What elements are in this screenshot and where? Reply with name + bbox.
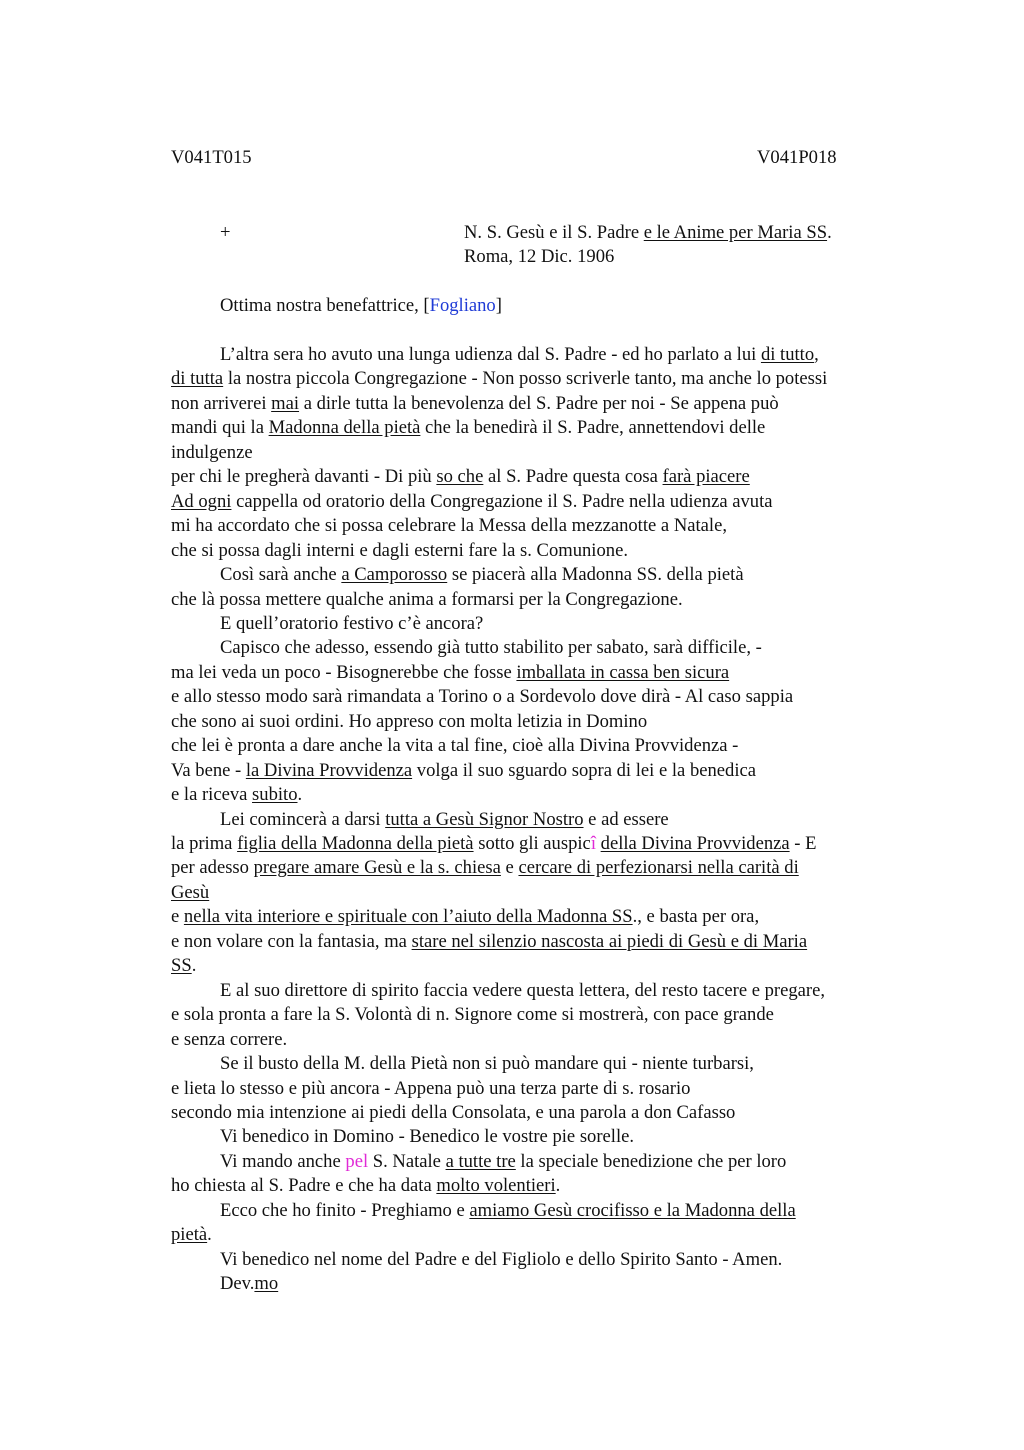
underlined-text: Gesù	[171, 881, 210, 903]
text-segment: che lei è pronta a dare anche la vita a tal fine, cioè alla Divina Provvidenza -	[171, 735, 739, 757]
body-line	[171, 1101, 735, 1125]
underlined-text: so che	[436, 466, 484, 488]
body-line	[171, 416, 765, 440]
body-line	[171, 1028, 287, 1052]
text-segment: Ecco che ho finito - Preghiamo e	[220, 1199, 470, 1221]
body-line	[171, 1077, 690, 1101]
text-segment: ,	[814, 344, 819, 365]
underlined-text: a Camporosso	[341, 564, 448, 586]
underlined-text: di tutta	[171, 368, 224, 390]
text-segment: Vi mando anche	[220, 1150, 346, 1172]
underlined-text: subito	[252, 784, 298, 806]
text-segment: indulgenze	[171, 441, 253, 463]
text-segment: sotto gli auspic	[473, 833, 591, 854]
underlined-text: molto volentieri	[436, 1175, 556, 1197]
text-segment: e	[171, 906, 184, 928]
body-line	[220, 979, 825, 1003]
text-segment: L’altra sera ho avuto una lunga udienza dal S. Padre - ed ho parlato a lui	[220, 344, 761, 365]
text-segment: se piacerà alla Madonna SS. della pietà	[447, 564, 744, 586]
body-line	[220, 636, 762, 660]
text-segment: Così sarà anche	[220, 564, 342, 586]
text-segment: Va bene -	[171, 759, 246, 781]
text-segment: secondo mia intenzione ai piedi della Consolata, e una parola a don Cafasso	[171, 1101, 736, 1123]
body-line	[171, 832, 816, 856]
body-line	[171, 930, 807, 954]
text-segment: î	[590, 833, 596, 854]
text-segment: e non volare con la fantasia, ma	[171, 930, 412, 952]
underlined-text: stare nel silenzio nascosta ai piedi di Gesù e di Maria	[411, 930, 808, 952]
text-segment: .	[297, 784, 303, 806]
text-segment: cappella od oratorio della Congregazione il S. Padre nella udienza avuta	[231, 490, 773, 512]
body-line	[171, 783, 302, 807]
text-segment: che là possa mettere qualche anima a formarsi per la Congregazione.	[171, 588, 683, 610]
underlined-text: amiamo Gesù crocifisso e la Madonna della	[469, 1199, 796, 1221]
text-segment: Vi benedico in Domino - Benedico le vostre pie sorelle.	[220, 1126, 635, 1148]
body-line	[171, 367, 827, 391]
text-segment: che sono ai suoi ordini. Ho appreso con molta letizia in Domino	[171, 710, 648, 732]
body-line	[171, 539, 628, 563]
body-line	[220, 612, 483, 636]
body-line	[171, 1223, 212, 1247]
body-line	[220, 808, 669, 832]
body-line	[220, 1272, 278, 1296]
text-segment: E al suo direttore di spirito faccia vedere questa lettera, del resto tacere e pregare,	[220, 979, 826, 1001]
body-line	[220, 1199, 796, 1223]
text-segment: per chi le pregherà davanti - Di più	[171, 466, 437, 488]
text-segment: volga il suo sguardo sopra di lei e la benedica	[412, 759, 757, 781]
text-segment: che la benedirà il S. Padre, annettendovi delle	[420, 417, 766, 439]
text-segment: e lieta lo stesso e più ancora - Appena può una terza parte di s. rosario	[171, 1077, 691, 1099]
underlined-text: mo	[254, 1273, 279, 1295]
text-segment: e senza correre.	[171, 1028, 288, 1050]
body-line	[171, 392, 779, 416]
text-segment: pel	[345, 1150, 369, 1172]
text-segment: Se il busto della M. della Pietà non si può mandare qui - niente turbarsi,	[220, 1053, 754, 1075]
heading-title-prefix: N. S. Gesù e il S. Padre	[464, 222, 644, 243]
text-segment: e sola pronta a fare la S. Volontà di n. Signore come si mostrerà, con pace grande	[171, 1004, 774, 1026]
text-segment: Dev.	[220, 1273, 255, 1295]
text-segment: non arriverei	[171, 392, 272, 414]
underlined-text: figlia della Madonna della pietà	[237, 833, 474, 854]
underlined-text: SS	[171, 955, 192, 977]
heading-title	[464, 222, 832, 244]
text-segment: ho chiesta al S. Padre e che ha data	[171, 1175, 437, 1197]
text-segment: e allo stesso modo sarà rimandata a Torino o a Sordevolo dove dirà - Al caso sappia	[171, 686, 794, 708]
text-segment: - E	[789, 833, 817, 854]
underlined-text: di tutto	[760, 344, 815, 365]
underlined-text: farà piacere	[662, 466, 750, 488]
underlined-text: nella vita interiore e spirituale con l’aiuto della Madonna SS	[183, 906, 633, 928]
text-segment: .	[555, 1175, 561, 1197]
underlined-text: Ad ogni	[171, 490, 232, 512]
underlined-text: a tutte tre	[445, 1150, 516, 1172]
salutation	[220, 295, 502, 317]
heading-title-underlined: e le Anime per Maria SS	[643, 222, 828, 243]
text-segment: Capisco che adesso, essendo già tutto stabilito per sabato, sarà difficile, -	[220, 637, 762, 659]
body-line	[171, 441, 253, 465]
recipient-name: Fogliano	[429, 295, 496, 316]
text-segment: la nostra piccola Congregazione - Non posso scriverle tanto, ma anche lo potessi	[223, 368, 828, 390]
body-line	[171, 734, 738, 758]
text-segment: mandi qui la	[171, 417, 269, 439]
underlined-text: tutta a Gesù Signor Nostro	[385, 808, 584, 830]
text-segment: al S. Padre questa cosa	[483, 466, 663, 488]
body-line	[171, 685, 793, 709]
left-document-code: V041T015	[171, 147, 252, 168]
body-line	[220, 1125, 634, 1149]
body-line	[171, 465, 750, 489]
underlined-text: la Divina Provvidenza	[245, 759, 413, 781]
text-segment: e	[500, 857, 519, 879]
text-segment: mi ha accordato che si possa celebrare la Messa della mezzanotte a Natale,	[171, 515, 727, 537]
text-segment: e la riceva	[171, 784, 253, 806]
body-line	[171, 514, 727, 538]
text-segment: .	[207, 1224, 212, 1246]
text-segment: Vi benedico nel nome del Padre e del Figliolo e dello Spirito Santo - Amen.	[220, 1248, 783, 1270]
heading-title-suffix: .	[827, 222, 832, 243]
text-segment: Lei comincerà a darsi	[220, 808, 386, 830]
right-document-code: V041P018	[757, 147, 837, 168]
text-segment: S. Natale	[368, 1150, 446, 1172]
text-segment: la speciale benedizione che per loro	[515, 1150, 787, 1172]
body-line	[220, 1052, 754, 1076]
text-segment: ., e basta per ora,	[632, 906, 760, 928]
body-line	[220, 343, 819, 367]
body-line	[171, 954, 196, 978]
underlined-text: Madonna della pietà	[268, 417, 421, 439]
text-segment: E quell’oratorio festivo c’è ancora?	[220, 612, 484, 634]
body-line	[171, 759, 756, 783]
underlined-text: pietà	[171, 1224, 208, 1246]
underlined-text: cercare di perfezionarsi nella carità di	[518, 857, 799, 879]
salutation-text: Ottima nostra benefattrice, [	[220, 295, 430, 316]
underlined-text: della Divina Provvidenza	[600, 833, 790, 854]
text-segment: a dirle tutta la benevolenza del S. Padre per noi - Se appena può	[299, 392, 779, 414]
body-line	[171, 856, 799, 880]
body-line	[220, 1150, 786, 1174]
underlined-text: mai	[271, 392, 300, 414]
text-segment: ma lei veda un poco - Bisognerebbe che fosse	[171, 661, 517, 683]
place-date: Roma, 12 Dic. 1906	[464, 246, 615, 267]
body-line	[171, 710, 647, 734]
cross-symbol: +	[220, 222, 231, 243]
body-line	[171, 490, 773, 514]
text-segment: e ad essere	[583, 808, 669, 830]
text-segment: che si possa dagli interni e dagli esterni fare la s. Comunione.	[171, 539, 628, 561]
body-line	[171, 905, 759, 929]
salutation-close: ]	[495, 295, 502, 316]
text-segment: per adesso	[171, 857, 254, 879]
body-line	[171, 881, 209, 905]
body-line	[171, 661, 729, 685]
underlined-text: imballata in cassa ben sicura	[516, 661, 730, 683]
body-line	[171, 588, 683, 612]
text-segment: la prima	[171, 833, 238, 854]
body-line	[171, 1174, 560, 1198]
text-segment: .	[191, 955, 197, 977]
underlined-text: pregare amare Gesù e la s. chiesa	[253, 857, 501, 879]
body-line	[171, 1003, 774, 1027]
body-line	[220, 1248, 782, 1272]
body-line	[220, 563, 744, 587]
